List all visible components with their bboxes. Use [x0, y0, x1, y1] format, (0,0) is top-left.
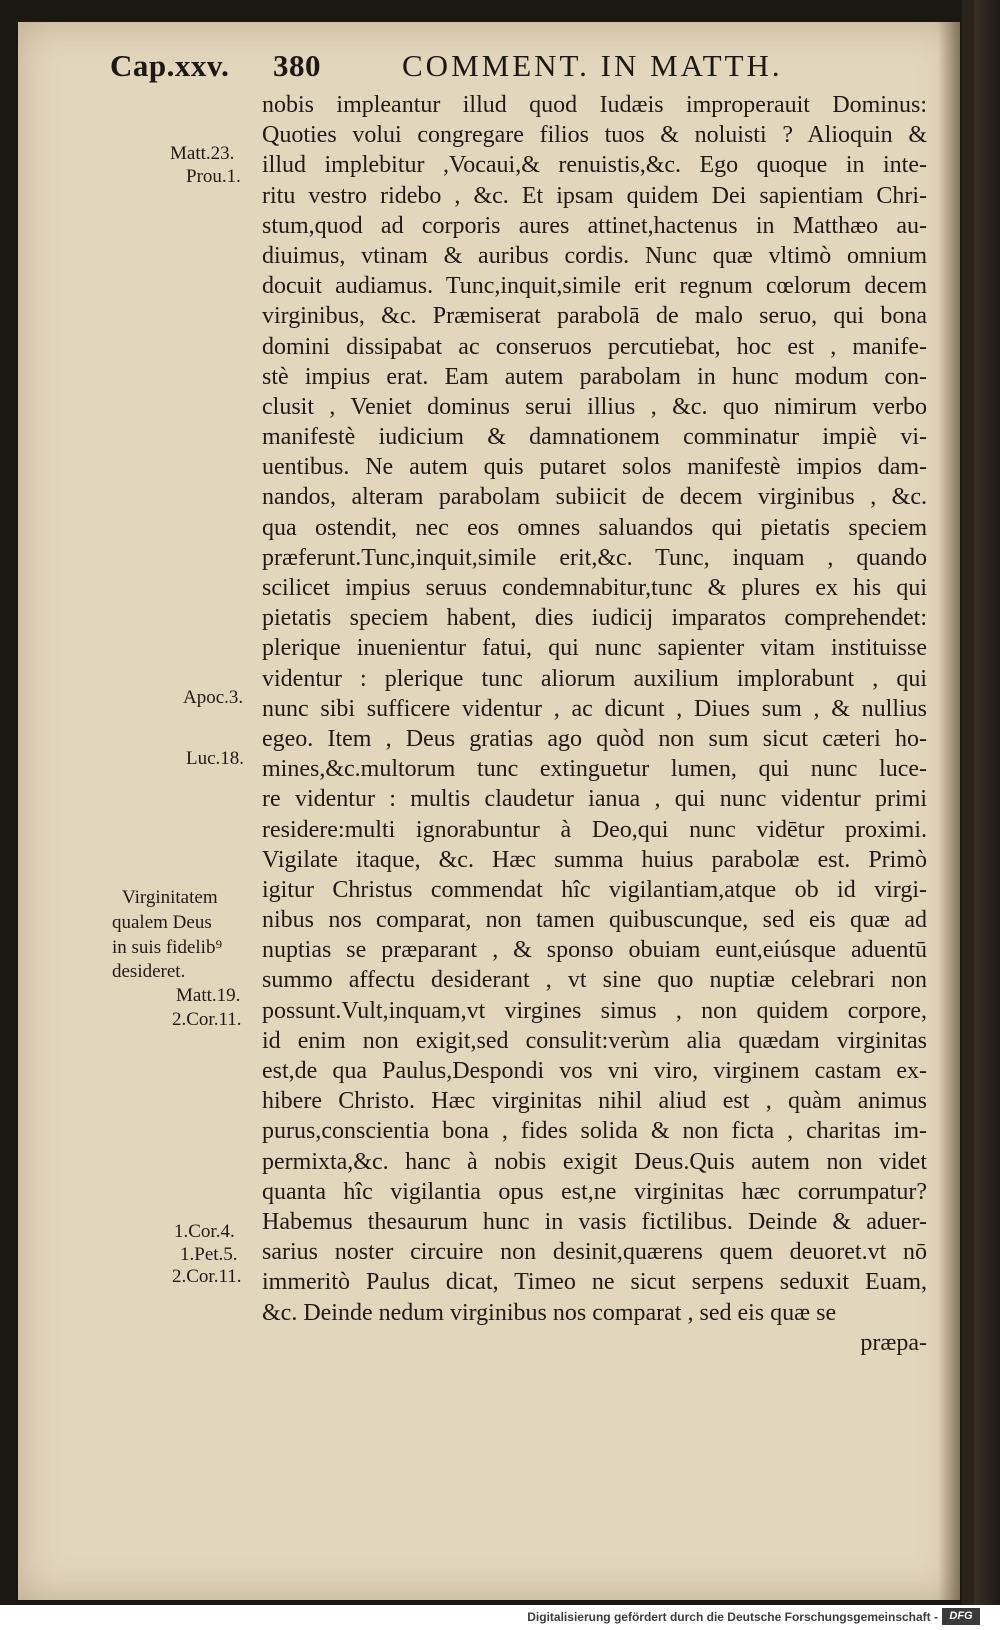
text-line: purus,conscientia bona , fides solida & non ficta , charitas im- — [262, 1118, 927, 1145]
margin-note-qualem-deus: qualem Deus — [112, 912, 212, 933]
text-line: immeritò Paulus dicat, Timeo ne sicut serpens seduxit Euam, — [262, 1269, 927, 1296]
text-line: scilicet impius seruus condemnabitur,tunc & plures ex his qui — [262, 575, 927, 601]
book-binding — [974, 0, 1000, 1605]
main-text-block — [262, 90, 927, 1358]
margin-note-desideret: desideret. — [112, 961, 186, 982]
text-line: nunc sibi sufficere videntur , ac dicunt , Diues sum , & nullius — [262, 695, 927, 722]
text-line: Habemus thesaurum hunc in vasis fictilibus. Deinde & aduer- — [262, 1208, 927, 1235]
text-line: ritu vestro ridebo , &c. Et ipsam quidem Dei sapientiam Chri- — [262, 182, 927, 209]
margin-note-1cor4: 1.Cor.4. — [174, 1221, 235, 1242]
text-line: mines,&c.multorum tunc extinguetur lumen, qui nunc luce- — [262, 756, 927, 783]
margin-note-apoc3: Apoc.3. — [183, 687, 244, 708]
text-line: clusit , Veniet dominus serui illius , &c. quo nimirum verbo — [262, 393, 927, 420]
text-line: re videntur : multis claudetur ianua , qui nunc videntur primi — [262, 786, 927, 813]
text-line: igitur Christus commendat hîc vigilantiam,atque ob id virgi- — [262, 876, 927, 903]
text-line: stum,quod ad corporis aures attinet,hactenus in Matthæo au- — [262, 212, 927, 239]
digitization-footer — [0, 1605, 1000, 1630]
text-line: est,de qua Paulus,Despondi vos vni viro, virginem castam ex- — [262, 1058, 927, 1084]
running-title: COMMENT. IN MATTH. — [402, 48, 783, 83]
margin-note-2cor11-b: 2.Cor.11. — [172, 1266, 242, 1287]
margin-note-2cor11: 2.Cor.11. — [172, 1009, 242, 1030]
text-line: virginibus, &c. Præmiserat parabolā de malo seruo, qui bona — [262, 303, 927, 330]
dfg-logo: DFG — [942, 1608, 980, 1625]
funding-credit: Digitalisierung gefördert durch die Deutsche Forschungsgemeinschaft - — [527, 1610, 938, 1624]
text-line: domini dissipabat ac conseruos percutiebat, hoc est , manife- — [262, 333, 927, 360]
text-line: docuit audiamus. Tunc,inquit,simile erit regnum cœlorum decem — [262, 273, 927, 300]
text-line: videntur : plerique tunc aliorum auxilium implorabunt , qui — [262, 665, 927, 692]
page-number: 380 — [273, 48, 321, 83]
text-line: manifestè iudicium & damnationem comminatur impiè vi- — [262, 424, 927, 451]
text-line: nandos, alteram parabolam subiicit de decem virginibus , &c. — [262, 484, 927, 511]
text-line: sarius noster circuire non desinit,quærens quem deuoret.vt nō — [262, 1239, 927, 1266]
text-line: nuptias se præparant , & sponso obuiam eunt,eiúsque aduentū — [262, 937, 927, 964]
margin-note-in-suis-fidelibus: in suis fidelib⁹ — [112, 937, 223, 958]
text-line: residere:multi ignorabuntur à Deo,qui nunc vidētur proximi. — [262, 816, 927, 843]
text-line: hibere Christo. Hæc virginitas nihil aliud est , quàm animus — [262, 1088, 927, 1115]
margin-note-1pet5: 1.Pet.5. — [180, 1244, 238, 1265]
text-line: &c. Deinde nedum virginibus nos comparat , sed eis quæ se — [262, 1299, 837, 1326]
page-gutter-shadow — [938, 22, 960, 1600]
text-line: Quoties volui congregare filios tuos & noluisti ? Alioquin & — [262, 122, 927, 149]
catchword: præpa- — [860, 1329, 927, 1356]
text-line: stè impius erat. Eam autem parabolam in hunc modum con- — [262, 363, 927, 390]
text-line: quanta hîc vigilantia opus est,ne virginitas hæc corrumpatur? — [262, 1178, 927, 1205]
margin-note-luc18: Luc.18. — [186, 748, 245, 769]
text-line: id enim non exigit,sed consulit:verùm alia quædam virginitas — [262, 1027, 927, 1054]
text-line: uentibus. Ne autem quis putaret solos manifestè impios dam- — [262, 454, 927, 481]
text-line: permixta,&c. hanc à nobis exigit Deus.Quis autem non videt — [262, 1148, 927, 1175]
text-line: pietatis speciem habent, dies iudicij imparatos comprehendet: — [262, 605, 927, 632]
margin-note-prou1: Prou.1. — [186, 166, 241, 187]
text-line: nobis impleantur illud quod Iudæis improperauit Dominus: — [262, 92, 927, 118]
text-line: possunt.Vult,inquam,vt virgines simus , non quidem corpore, — [262, 997, 927, 1024]
text-line: præferunt.Tunc,inquit,simile erit,&c. Tunc, inquam , quando — [262, 544, 927, 571]
text-line: summo affectu desiderant , vt sine quo nuptiæ celebrari non — [262, 967, 927, 994]
margin-note-virginitatem: Virginitatem — [122, 887, 218, 908]
text-line: nibus nos comparat, non tamen quibuscunque, sed eis quæ ad — [262, 907, 927, 934]
text-line: diuimus, vtinam & auribus cordis. Nunc quæ vltimò omnium — [262, 242, 927, 269]
book-edge — [962, 0, 974, 1605]
text-line: egeo. Item , Deus gratias ago quòd non sum sicut cæteri ho- — [262, 725, 927, 752]
text-line: illud implebitur ,Vocaui,& renuistis,&c. Ego quoque in inte- — [262, 152, 927, 179]
margin-note-matt23: Matt.23. — [170, 143, 235, 164]
text-line: plerique inuenientur fatui, qui nunc sapienter vitam instituisse — [262, 635, 927, 662]
margin-note-matt19: Matt.19. — [176, 985, 241, 1006]
chapter-header: Cap.xxv. — [110, 48, 230, 83]
text-line: Vigilate itaque, &c. Hæc summa huius parabolæ est. Primò — [262, 846, 927, 873]
text-line: qua ostendit, nec eos omnes saluandos qui pietatis speciem — [262, 514, 927, 541]
